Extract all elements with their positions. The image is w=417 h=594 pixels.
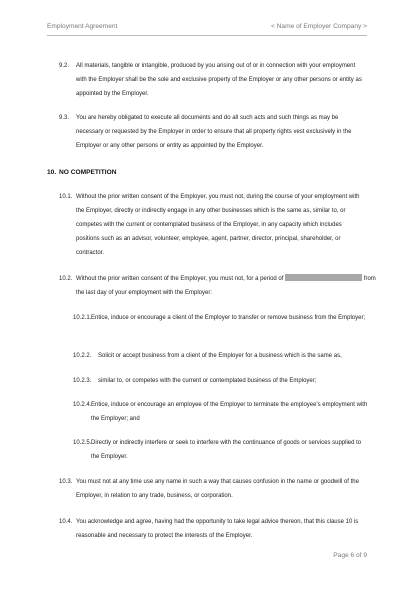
clause-9-2-text: All materials, tangible or intangible, produced by you arising out of or in connection with your employment with the Employer shall be the sole and exclusive property of the Employer or any other persons or entity as appointed by the Employer. (76, 63, 362, 97)
clause-10-2-2-text: Solicit or accept business from a client of the Employer for a business which is the same as, (98, 353, 342, 359)
clause-number: 10.2. (59, 276, 73, 282)
clause-number: 10.3. (59, 479, 73, 485)
clause-number: 10.2.2. (73, 353, 92, 359)
period-blank-field[interactable] (285, 274, 362, 281)
employer-company-name: < Name of Employer Company > (270, 23, 367, 30)
clause-number: 10.1. (59, 194, 73, 200)
clause-10-2-line1 (76, 272, 376, 286)
clause-10-2-text-after: from (363, 276, 376, 282)
clause-10-1-text: Without the prior written consent of the Employer, you must not, during the course of your employment with the Employer, directly or indirectly engage in any other businesses which is the same as, similar to, or competes with the current or contemplated business of the Employer, in any capacity which includes positions such as an advisor, volunteer, employee, agent, partner, director, principal, shareholder, or contractor. (76, 194, 360, 256)
clause-number: 10.2.5. (73, 440, 92, 446)
document-title: Employment Agreement (47, 23, 118, 30)
header-divider (47, 35, 367, 36)
section-number: 10. (47, 169, 57, 176)
clause-number: 10.2.4. (73, 402, 92, 408)
clause-9-3-text: You are hereby obligated to execute all documents and do all such acts and such things as may be necessary or requested by the Employer in order to ensure that all property rights vest exclusively in the Employer or any other persons or entity as appointed by the Employer. (76, 115, 352, 149)
section-title: NO COMPETITION (59, 169, 117, 176)
clause-10-2-text-before: Without the prior written consent of the Employer, you must not, for a period of (76, 276, 284, 282)
clause-10-2-4-text: Entice, induce or encourage an employee of the Employer to terminate the employee's employment with the Employer; and (91, 402, 368, 422)
clause-number: 9.2. (59, 63, 70, 69)
clause-10-2-1-text: Entice, induce or encourage a client of the Employer to transfer or remove business from the Employer; (91, 315, 366, 321)
clause-number: 10.2.3. (73, 378, 92, 384)
clause-10-3-text: You must not at any time use any name in such a way that causes confusion in the name or goodwill of the Employer, in relation to any trade, business, or corporation. (76, 479, 359, 499)
page-number: Page 6 of 9 (333, 552, 367, 559)
clause-number: 10.4. (59, 519, 73, 525)
clause-10-2-3-text: similar to, or competes with the current or contemplated business of the Employer; (98, 378, 317, 384)
clause-number: 9.3. (59, 115, 70, 121)
clause-number: 10.2.1. (73, 315, 92, 321)
clause-10-2-5-text: Directly or indirectly interfere or seek to interfere with the continuance of goods or services supplied to the Employer. (91, 440, 362, 460)
clause-10-4-text: You acknowledge and agree, having had the opportunity to take legal advice thereon, that this clause 10 is reasonable and necessary to protect the interests of the Employer. (76, 519, 359, 539)
clause-10-2-line2: the last day of your employment with the Employer: (76, 290, 213, 296)
